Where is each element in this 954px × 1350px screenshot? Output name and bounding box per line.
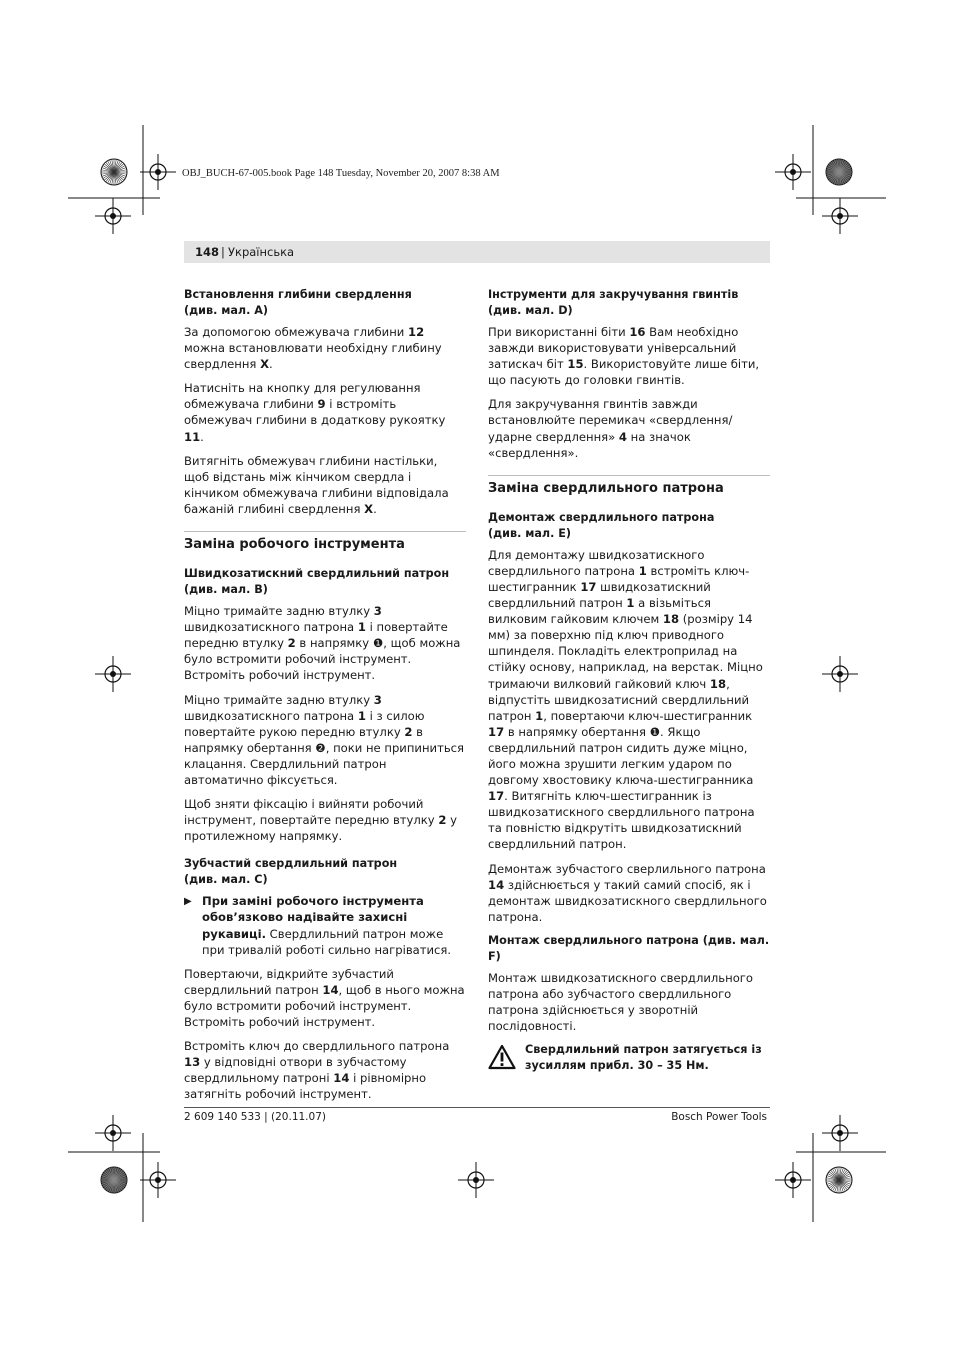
paragraph-text: Демонтаж зубчастого сверлильного патрона [488, 861, 766, 876]
paragraph-text: швидкозатискного патрона [184, 620, 358, 635]
keyed-chuck-ref: (див. мал. C) [184, 873, 268, 887]
gloves-warning-text [202, 893, 466, 957]
keyed-chuck-para-1 [184, 966, 466, 1030]
keyless-chuck-para-3 [184, 796, 466, 844]
gloves-warning-body: Свердлильний патрон може при тривалій роботі сильно нагріватися. [202, 926, 452, 957]
reference-number: 18 [709, 676, 727, 691]
paragraph-text: на значок «свердлення». [488, 429, 691, 460]
keyless-chuck-para-1 [184, 603, 466, 683]
paragraph-text: в напрямку обертання ❷, поки не припиниться клацання. Свердлильний патрон автоматично фіксується. [184, 724, 465, 787]
paragraph-text: у протилежному напрямку. [184, 813, 457, 844]
reference-number: 14 [488, 877, 505, 892]
keyless-chuck-para-2 [184, 692, 466, 789]
chuck-mounting-title: Монтаж свердлильного патрона (див. мал. F) [488, 933, 770, 963]
screwdriving-title-text: Інструменти для закручування гвинтів [488, 288, 739, 301]
paragraph-text: , відпустіть швидкозатисний свердлильний патрон [488, 676, 750, 723]
paragraph-text: . [200, 429, 204, 444]
reference-number: 16 [629, 325, 646, 339]
chuck-removal-title-text: Демонтаж свердлильного патрона [488, 510, 715, 524]
reference-number: 2 [404, 724, 413, 739]
keyless-chuck-title-text: Швидкозатискний свердлильний патрон [184, 567, 450, 581]
paragraph-text: Для демонтажу швидкозатискного свердлильного патрона [488, 547, 705, 578]
paragraph-text: . Витягніть ключ-шестигранник із швидкозатискного свердлильного патрона та повністю відкрутіть швидкозатискний свердлильний патрон. [488, 789, 755, 852]
paragraph-text: можна встановлювати необхідну глибину свердлення [184, 341, 442, 372]
paragraph-text: Встроміть ключ до свердлильного патрона [184, 1039, 450, 1054]
crosshair-dot [790, 1177, 796, 1183]
chuck-removal-para-2 [488, 861, 770, 925]
crosshair-dot [837, 1130, 843, 1136]
chuck-mounting-para: Монтаж швидкозатискного свердлильного патрона або зубчастого свердлильного патрона здійснюється у зворотній послідовності. [488, 970, 753, 1034]
chuck-removal-title [488, 510, 770, 542]
crosshair-dot [155, 169, 161, 175]
paragraph-text: швидкозатискний свердлильний патрон [488, 579, 711, 611]
paragraph-text: Вам необхідно завжди використовувати універсальний затискач біт [488, 325, 739, 372]
reference-number: 1 [357, 620, 366, 635]
screwdriving-title [488, 287, 770, 319]
keyed-chuck-title [184, 856, 466, 888]
depth-setting-para-2 [184, 380, 466, 444]
reference-number: 9 [317, 397, 326, 412]
paragraph-text: і рівномірно затягніть робочий інструмент. [184, 1071, 427, 1102]
left-column [184, 287, 466, 1110]
paragraph-text: здійснюється у такий самий спосіб, як і демонтаж швидкозатискного свердлильного патрона. [488, 877, 767, 924]
depth-setting-ref: (див. мал. A) [184, 304, 269, 317]
crosshair-dot [155, 1177, 161, 1183]
paragraph-text: і з силою повертайте рукою передню втулку [184, 708, 425, 739]
paragraph-text: в напрямку обертання ❶. Якщо свердлильний патрон сидить дуже міцно, його можна зрушити легким ударом по довгому хвостовику ключа-шестигранника [488, 724, 754, 788]
keyed-chuck-title-text: Зубчастий свердлильний патрон [184, 857, 398, 871]
paragraph-text: Міцно тримайте задню втулку [184, 692, 374, 707]
footer-doc-number: 2 609 140 533 | (20.11.07) [184, 1111, 326, 1123]
warning-triangle-icon [488, 1042, 525, 1074]
chuck-removal-ref: (див. мал. E) [488, 526, 571, 540]
depth-setting-para-3 [184, 453, 466, 517]
right-column [488, 287, 770, 1074]
paragraph-text: . Використовуйте лише біти, що пасують до головки гвинтів. [488, 357, 760, 388]
reference-number: 17 [488, 789, 505, 804]
screwdriving-para-1 [488, 324, 770, 388]
reference-number: 15 [567, 357, 584, 372]
gloves-warning-bullet [184, 893, 466, 957]
reference-number: X [364, 501, 374, 516]
reference-number: 17 [580, 579, 597, 594]
screwdriving-para-2 [488, 396, 770, 460]
reference-number: 17 [488, 724, 505, 739]
depth-setting-para-1 [184, 324, 466, 372]
paragraph-text: , повертаючи ключ-шестигранник [543, 708, 753, 723]
chuck-removal-para-1 [488, 547, 770, 853]
reference-number: 14 [333, 1071, 350, 1086]
page-number: 148 [195, 245, 220, 259]
footer-brand: Bosch Power Tools [671, 1111, 767, 1123]
header-separator: | [221, 245, 225, 259]
paragraph-text: . [373, 501, 377, 516]
section-heading-tool-change: Заміна робочого інструмента [184, 531, 466, 554]
keyless-chuck-title [184, 566, 466, 598]
reference-number: 1 [535, 708, 544, 723]
depth-setting-title-text: Встановлення глибини свердлення [184, 288, 412, 301]
reference-number: 1 [357, 708, 366, 723]
reference-number: 2 [438, 813, 447, 828]
gloves-warning-bold: При заміні робочого інструмента обов’язково надівайте захисні рукавиці. [202, 894, 424, 941]
paragraph-text: Для закручування гвинтів завжди встановлюйте перемикач «свердлення/ударне свердлення» [488, 397, 733, 444]
paragraph-text: встроміть ключ-шестигранник [488, 563, 750, 594]
reference-number: X [260, 357, 270, 372]
paragraph-text: а візьміться вилковим гайковим ключем [488, 596, 711, 627]
crosshair-dot [110, 671, 116, 677]
torque-warning-text: Свердлильний патрон затягується із зусиллям прибл. 30 – 35 Нм. [525, 1043, 762, 1073]
crosshair-dot [473, 1177, 479, 1183]
screwdriving-ref: (див. мал. D) [488, 304, 573, 317]
section-heading-chuck-change: Заміна свердлильного патрона [488, 475, 770, 498]
paragraph-text: . [269, 357, 273, 372]
reference-number: 3 [373, 604, 382, 619]
paragraph-text: , щоб в нього можна було встромити робочий інструмент. Встроміть робочий інструмент. [184, 982, 465, 1029]
reference-number: 18 [662, 612, 680, 627]
reference-number: 1 [626, 596, 635, 611]
reference-number: 14 [322, 982, 339, 997]
crosshair-dot [110, 213, 116, 219]
paragraph-text: Витягніть обмежувач глибини настільки, щоб відстань між кінчиком свердла і кінчиком обмежувача глибини відповідала бажаній глибині свердлення [184, 453, 449, 516]
reference-number: 1 [638, 563, 647, 578]
paragraph-text: При використанні біти [488, 325, 630, 339]
paragraph-text: Натисніть на кнопку для регулювання обмежувача глибини [184, 381, 421, 412]
file-stamp: OBJ_BUCH-67-005.book Page 148 Tuesday, November 20, 2007 8:38 AM [182, 168, 500, 179]
torque-warning [488, 1042, 770, 1074]
reference-number: 4 [618, 429, 627, 444]
page-header [184, 241, 770, 263]
reference-number: 2 [287, 636, 296, 651]
footer-rule [184, 1107, 770, 1108]
reference-number: 11 [184, 429, 201, 444]
crosshair-dot [110, 1130, 116, 1136]
paragraph-text: і повертайте передню втулку [184, 620, 448, 651]
depth-setting-title [184, 287, 466, 319]
keyed-chuck-para-2 [184, 1038, 466, 1102]
language-label: Українська [228, 245, 295, 259]
reference-number: 3 [373, 692, 382, 707]
crosshair-dot [837, 213, 843, 219]
paragraph-text: в напрямку ❶, щоб можна було встромити робочий інструмент. Встроміть робочий інструмент. [184, 636, 461, 683]
paragraph-text: Міцно тримайте задню втулку [184, 604, 374, 619]
paragraph-text: (розміру 14 мм) за поверхню під ключ приводного шпинделя. Покладіть електроприлад на стійку основу, наприклад, на верстак. Міцно тримаючи вилковий гайковий ключ [488, 612, 763, 691]
paragraph-text: і встроміть обмежувач глибини в додаткову рукоятку [184, 397, 446, 428]
paragraph-text: За допомогою обмежувача глибини [184, 325, 409, 339]
paragraph-text: у відповідні отвори в зубчастому свердлильному патроні [184, 1055, 407, 1086]
crosshair-dot [790, 169, 796, 175]
reference-number: 12 [408, 325, 425, 339]
reference-number: 13 [184, 1055, 201, 1070]
paragraph-text: Щоб зняти фіксацію і вийняти робочий інструмент, повертайте передню втулку [184, 797, 439, 828]
keyless-chuck-ref: (див. мал. B) [184, 583, 268, 597]
paragraph-text: швидкозатискного патрона [184, 708, 358, 723]
paragraph-text: Повертаючи, відкрийте зубчастий свердлильний патрон [184, 966, 394, 997]
crosshair-dot [837, 671, 843, 677]
bullet-arrow-icon: ▶ [184, 896, 192, 908]
